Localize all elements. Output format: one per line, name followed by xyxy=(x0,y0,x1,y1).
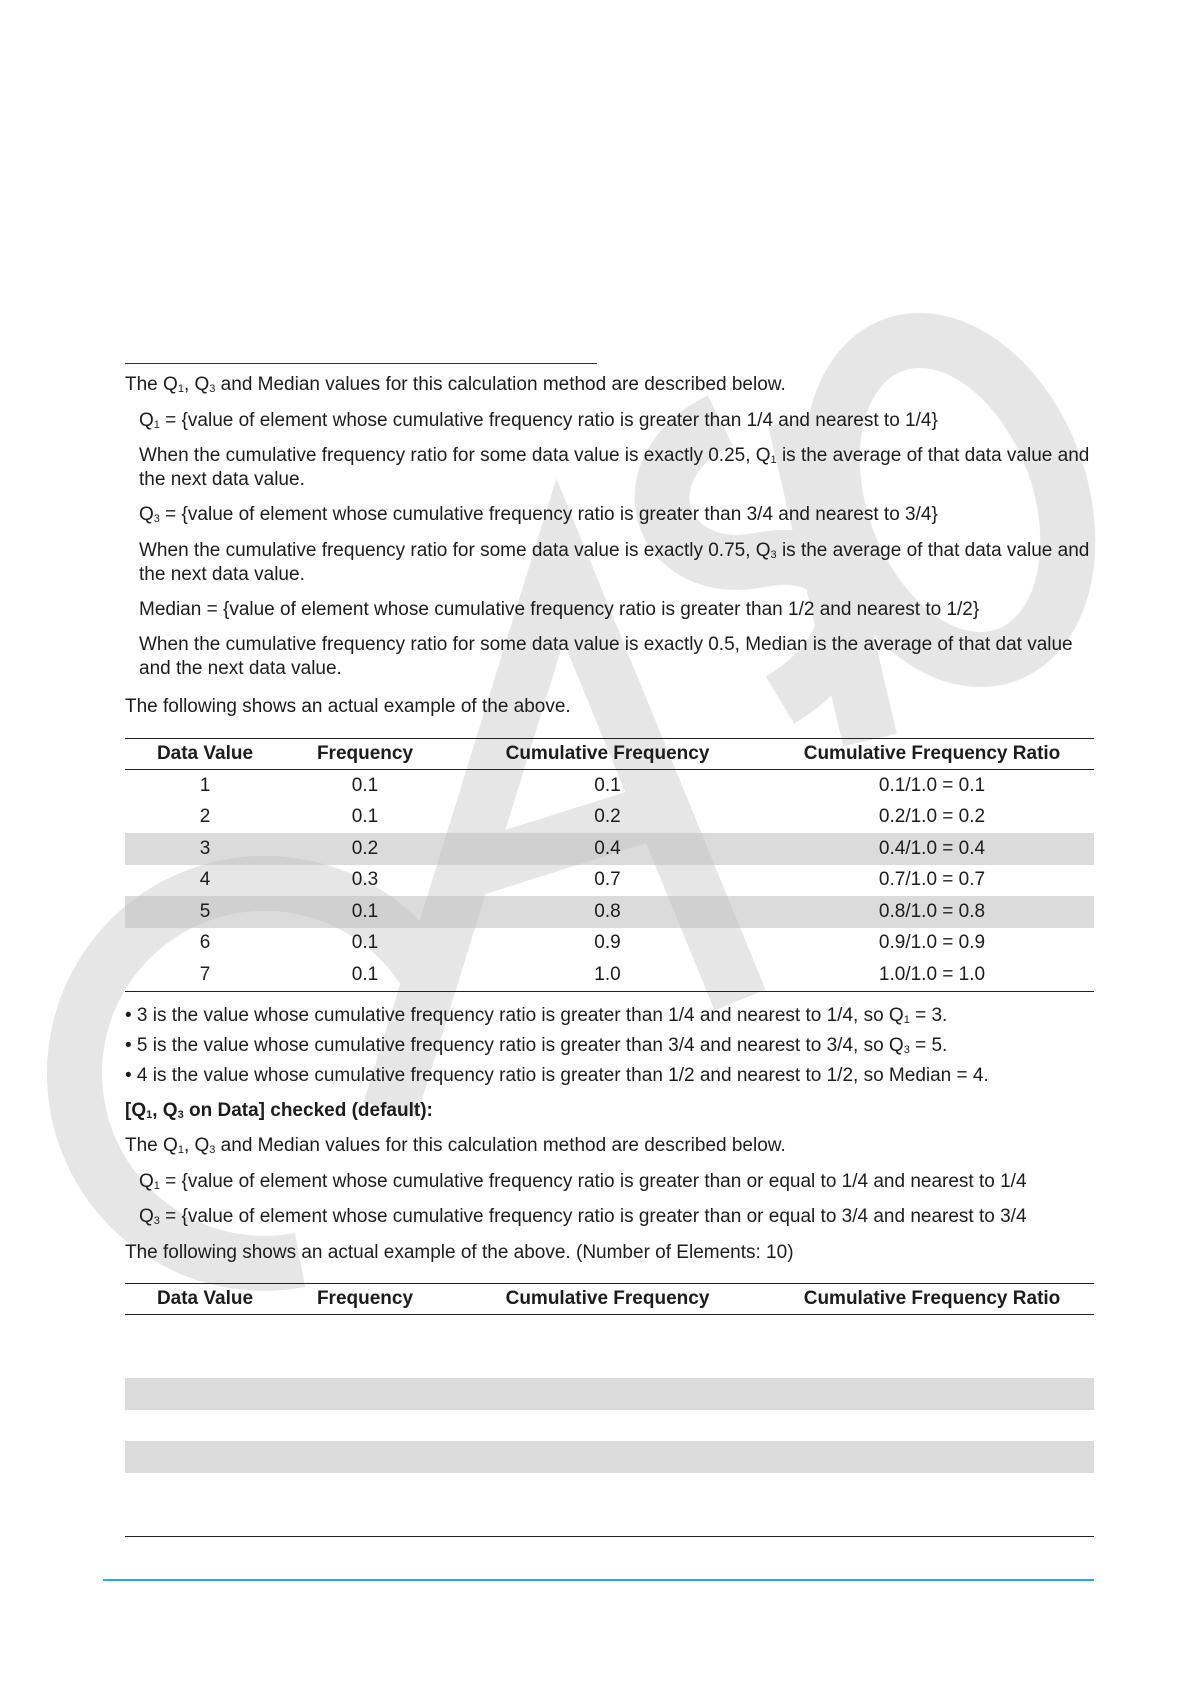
cell-ratio: 0.9/1.0 = 0.9 xyxy=(878,932,986,954)
table-row xyxy=(125,928,1094,960)
intro-text-2: The $Q_1$, $Q_3$ and Median values for this calculation method are described below. xyxy=(125,1135,786,1156)
header-frequency: Frequency xyxy=(285,1284,445,1315)
header-frequency: Frequency xyxy=(285,739,445,770)
cell-ratio: 0.4/1.0 = 0.4 xyxy=(770,833,1094,865)
cell-cumulative-frequency: 0.9 xyxy=(594,932,621,954)
cell-frequency: 0.1 xyxy=(285,959,445,991)
cell-data-value: 2 xyxy=(199,806,211,828)
intro-text: The $Q_1$, $Q_3$ and Median values for this calculation method are described below. xyxy=(125,374,786,395)
header-cumulative-frequency: Cumulative Frequency xyxy=(445,739,770,770)
cell-cumulative-frequency: 0.7 xyxy=(594,869,621,891)
cell-frequency: 0.1 xyxy=(351,932,379,954)
table-row-empty-highlighted xyxy=(125,1378,1094,1410)
q3-note: When the cumulative frequency ratio for some data value is exactly 0.75, $Q_3$ is the average of that data value and the next data value. xyxy=(139,540,1090,585)
header-data-value: Data Value xyxy=(125,1284,285,1315)
cell-cumulative-frequency: 1.0 xyxy=(445,959,770,991)
q1-definition: $Q_1$ = {value of element whose cumulative frequency ratio is greater than 1/4 and nearest to 1/4} xyxy=(139,410,938,431)
cell-cumulative-frequency: 0.8 xyxy=(445,896,770,928)
median-definition: Median = {value of element whose cumulative frequency ratio is greater than 1/2 and nearest to 1/2} xyxy=(139,599,980,620)
cell-data-value: 1 xyxy=(199,774,211,796)
page-footer-rule xyxy=(103,1579,1094,1581)
table-row-empty xyxy=(125,1473,1094,1505)
cell-frequency: 0.1 xyxy=(351,774,379,796)
cell-cumulative-frequency: 0.4 xyxy=(445,833,770,865)
median-note: When the cumulative frequency ratio for some data value is exactly 0.5, Median is the average of that dat value and the next data value. xyxy=(139,634,1073,679)
table-row-highlighted xyxy=(125,833,1094,865)
cell-cumulative-frequency: 0.2 xyxy=(594,806,621,828)
table-row-empty-highlighted xyxy=(125,1441,1094,1473)
example-intro-2: The following shows an actual example of the above. (Number of Elements: 10) xyxy=(125,1242,794,1263)
q1-note: When the cumulative frequency ratio for some data value is exactly 0.25, $Q_1$ is the average of that data value and the next data value. xyxy=(139,445,1090,490)
table-row xyxy=(125,770,1094,802)
cell-ratio: 1.0/1.0 = 1.0 xyxy=(770,959,1094,991)
table-row-highlighted xyxy=(125,896,1094,928)
table-header-row xyxy=(125,739,1094,770)
cell-ratio: 0.1/1.0 = 0.1 xyxy=(878,774,986,796)
footnote-rule xyxy=(125,363,597,364)
cell-data-value: 7 xyxy=(125,959,285,991)
example-intro-1: The following shows an actual example of the above. xyxy=(125,696,571,717)
q3-definition: $Q_3$ = {value of element whose cumulative frequency ratio is greater than 3/4 and nearest to 3/4} xyxy=(139,504,938,525)
cell-data-value: 5 xyxy=(125,896,285,928)
cell-frequency: 0.2 xyxy=(285,833,445,865)
table-row xyxy=(125,959,1094,991)
table-row xyxy=(125,865,1094,897)
cell-frequency: 0.3 xyxy=(351,869,379,891)
q3-definition-2: $Q_3$ = {value of element whose cumulative frequency ratio is greater than or equal to 3/4 and nearest to 3/4 xyxy=(139,1206,1027,1227)
header-cumulative-frequency: Cumulative Frequency xyxy=(445,1284,770,1315)
table-row-empty xyxy=(125,1504,1094,1536)
cell-data-value: 6 xyxy=(199,932,211,954)
cell-data-value: 4 xyxy=(199,869,211,891)
section-heading: [$Q_1$, $Q_3$ on Data] checked (default): xyxy=(125,1100,433,1121)
table-row-empty xyxy=(125,1315,1094,1347)
table-row xyxy=(125,802,1094,834)
cell-ratio: 0.8/1.0 = 0.8 xyxy=(770,896,1094,928)
cell-cumulative-frequency: 0.1 xyxy=(594,774,621,796)
header-data-value: Data Value xyxy=(125,739,285,770)
header-cumulative-frequency-ratio: Cumulative Frequency Ratio xyxy=(770,739,1094,770)
cell-data-value: 3 xyxy=(125,833,285,865)
bullet-q1-result: • 3 is the value whose cumulative frequency ratio is greater than 1/4 and nearest to 1/4, so $Q_1 = 3$. xyxy=(125,1005,948,1026)
frequency-table-1 xyxy=(125,738,1094,992)
table-header-row xyxy=(125,1284,1094,1315)
q1-definition-2: $Q_1$ = {value of element whose cumulative frequency ratio is greater than or equal to 1/4 and nearest to 1/4 xyxy=(139,1171,1027,1192)
bullet-median-result: • 4 is the value whose cumulative frequency ratio is greater than 1/2 and nearest to 1/2, so Median = 4. xyxy=(125,1065,989,1086)
cell-frequency: 0.1 xyxy=(285,896,445,928)
bullet-q3-result: • 5 is the value whose cumulative frequency ratio is greater than 3/4 and nearest to 3/4, so $Q_3 = 5$. xyxy=(125,1035,948,1056)
cell-ratio: 0.7/1.0 = 0.7 xyxy=(878,869,986,891)
table-row-empty xyxy=(125,1410,1094,1442)
frequency-table-2 xyxy=(125,1283,1094,1537)
cell-frequency: 0.1 xyxy=(351,806,379,828)
cell-ratio: 0.2/1.0 = 0.2 xyxy=(878,806,986,828)
table-row-empty xyxy=(125,1347,1094,1379)
header-cumulative-frequency-ratio: Cumulative Frequency Ratio xyxy=(770,1284,1094,1315)
